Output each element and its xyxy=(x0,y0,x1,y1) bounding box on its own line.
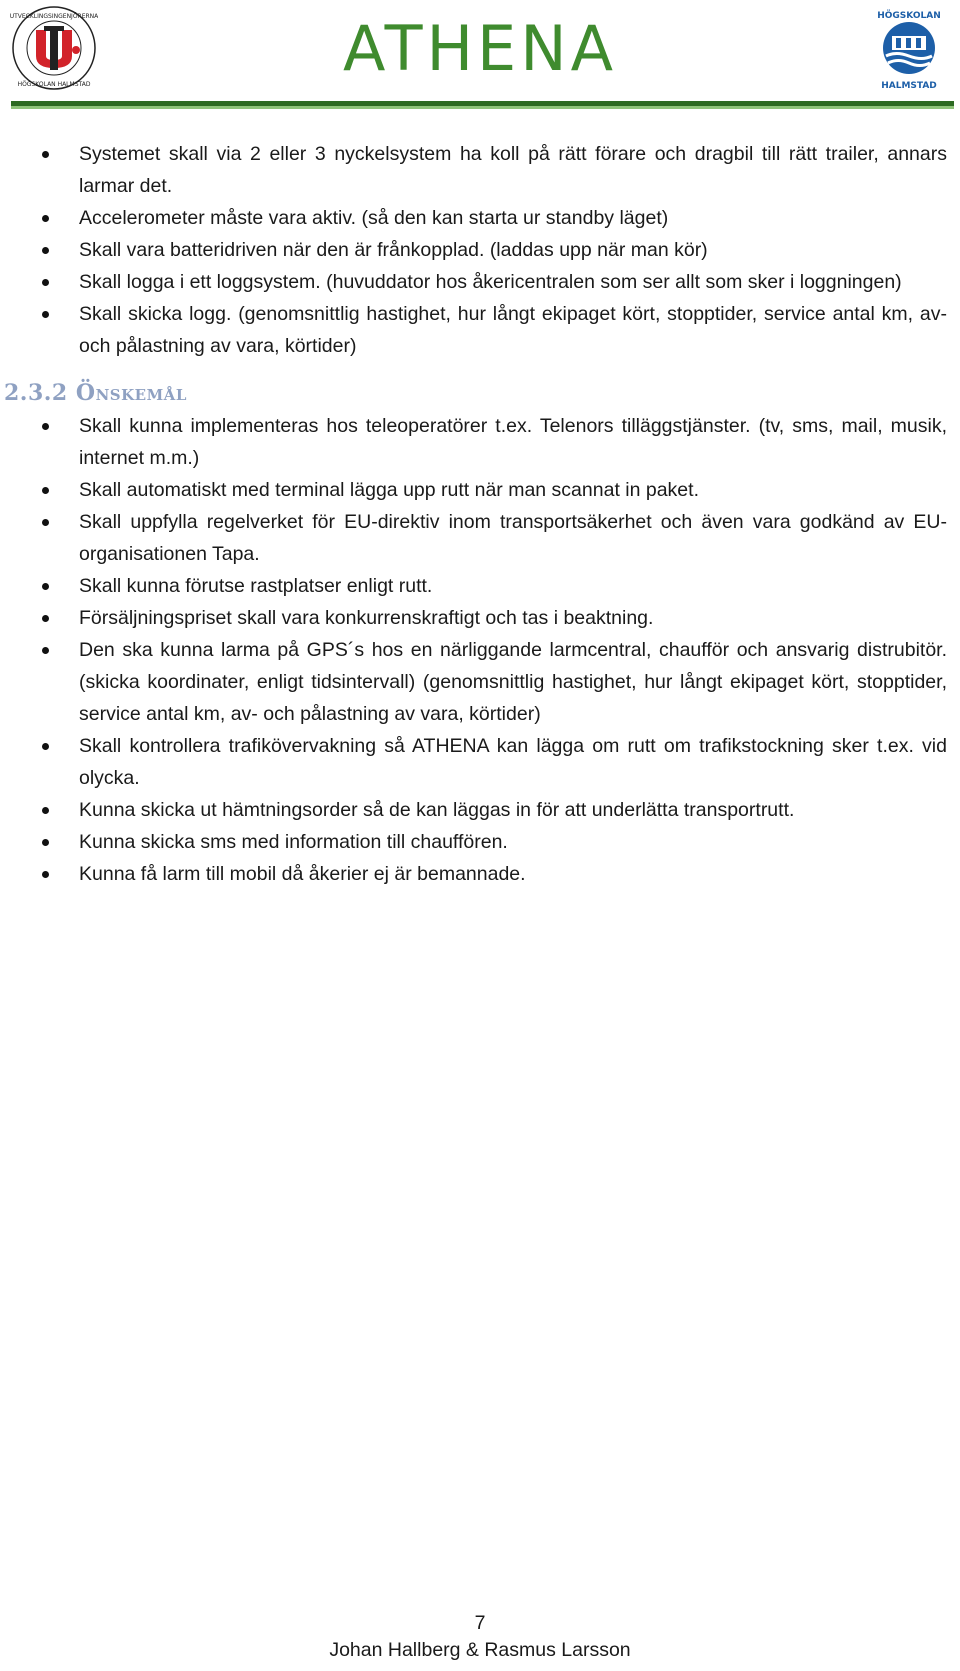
svg-text:HÖGSKOLAN HALMSTAD: HÖGSKOLAN HALMSTAD xyxy=(17,81,91,88)
list-item: Kunna skicka sms med information till chauffören. xyxy=(0,826,960,858)
list-item: Försäljningspriset skall vara konkurrenskraftigt och tas i beaktning. xyxy=(0,602,960,634)
list-item: Skall kunna förutse rastplatser enligt rutt. xyxy=(0,570,960,602)
athena-wordmark: ATHENA xyxy=(342,12,618,85)
page-header xyxy=(0,0,960,112)
list-item: Skall uppfylla regelverket för EU-direktiv inom transportsäkerhet och även vara godkänd av EU-organisationen Tapa. xyxy=(0,506,960,570)
list-item: Accelerometer måste vara aktiv. (så den kan starta ur standby läget) xyxy=(0,202,960,234)
hogskolan-halmstad-logo xyxy=(866,4,952,94)
wishes-list xyxy=(0,410,960,890)
requirements-list xyxy=(0,138,960,362)
page-footer xyxy=(0,1610,960,1664)
page-number: 7 xyxy=(474,1612,486,1634)
list-item: Skall skicka logg. (genomsnittlig hastighet, hur långt ekipaget kört, stopptider, service antal km, av- och pålastning av vara, körtider) xyxy=(0,298,960,362)
list-item: Systemet skall via 2 eller 3 nyckelsystem ha koll på rätt förare och dragbil till rätt trailer, annars larmar det. xyxy=(0,138,960,202)
svg-text:HÖGSKOLAN: HÖGSKOLAN xyxy=(877,11,941,21)
section-heading: 2.3.2 Önskemål xyxy=(4,380,187,406)
page-body xyxy=(0,138,960,890)
footer-authors: Johan Hallberg & Rasmus Larsson xyxy=(329,1639,631,1661)
list-item: Den ska kunna larma på GPS´s hos en närliggande larmcentral, chaufför och ansvarig distrubitör. (skicka koordinater, enligt tidsintervall) (genomsnittlig hastighet, hur långt ekipaget kört, stopptider, service antal km, av- och pålastning av vara, körtider) xyxy=(0,634,960,730)
list-item: Kunna skicka ut hämtningsorder så de kan läggas in för att underlätta transportrutt. xyxy=(0,794,960,826)
header-divider-accent xyxy=(11,106,954,109)
list-item: Skall vara batteridriven när den är frånkopplad. (laddas upp när man kör) xyxy=(0,234,960,266)
list-item: Skall automatiskt med terminal lägga upp rutt när man scannat in paket. xyxy=(0,474,960,506)
list-item: Skall kontrollera trafikövervakning så ATHENA kan lägga om rutt om trafikstockning sker t.ex. vid olycka. xyxy=(0,730,960,794)
svg-text:UTVECKLINGSINGENJÖRERNA: UTVECKLINGSINGENJÖRERNA xyxy=(10,13,98,20)
list-item: Skall logga i ett loggsystem. (huvuddator hos åkericentralen som ser allt som sker i loggningen) xyxy=(0,266,960,298)
list-item: Skall kunna implementeras hos teleoperatörer t.ex. Telenors tilläggstjänster. (tv, sms, mail, musik, internet m.m.) xyxy=(0,410,960,474)
svg-text:HALMSTAD: HALMSTAD xyxy=(881,81,937,91)
list-item: Kunna få larm till mobil då åkerier ej är bemannade. xyxy=(0,858,960,890)
